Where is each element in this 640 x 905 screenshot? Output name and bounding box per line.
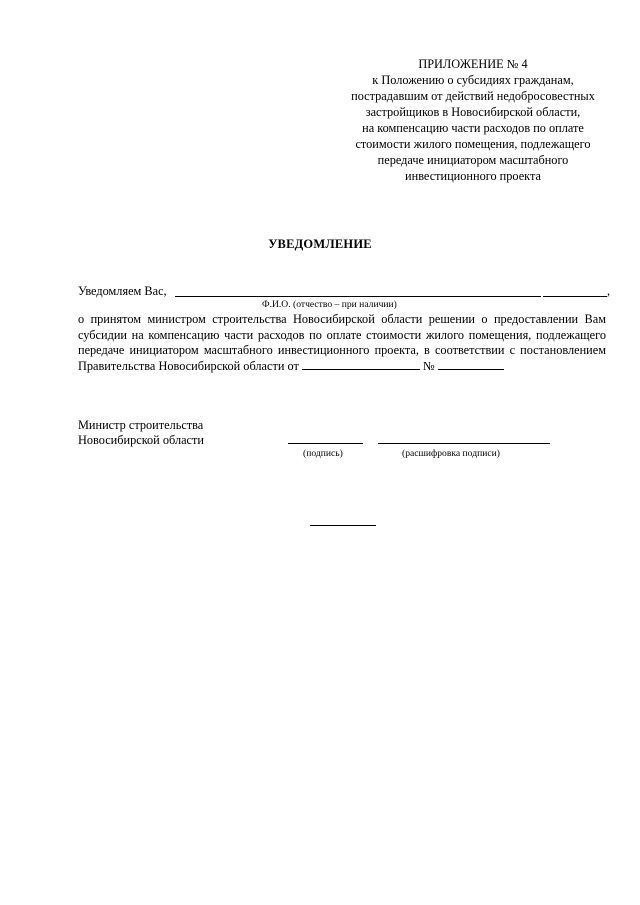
- appendix-line: пострадавшим от действий недобросовестных: [351, 89, 595, 103]
- appendix-line: на компенсацию части расходов по оплате: [362, 121, 584, 135]
- signer-position-line1: Министр строительства: [78, 418, 204, 432]
- decoding-hint: (расшифровка подписи): [402, 448, 500, 459]
- appendix-line: стоимости жилого помещения, подлежащего: [355, 137, 591, 151]
- appendix-line: передаче инициатором масштабного: [377, 153, 569, 167]
- appendix-line: ПРИЛОЖЕНИЕ № 4: [418, 57, 528, 71]
- closing-separator: [310, 525, 376, 526]
- signature-decoding-line[interactable]: [378, 443, 550, 444]
- appendix-line: инвестиционного проекта: [405, 169, 541, 183]
- name-blank-line[interactable]: [175, 296, 541, 297]
- signer-position-line2: Новосибирской области: [78, 433, 204, 447]
- number-blank-line[interactable]: [438, 359, 504, 370]
- greeting-text: Уведомляем Вас,: [78, 284, 167, 298]
- appendix-line: к Положению о субсидиях гражданам,: [372, 73, 574, 87]
- name-blank-line-end[interactable]: [543, 296, 607, 297]
- notice-body: [78, 312, 606, 374]
- appendix-line: застройщиков в Новосибирской области,: [365, 105, 581, 119]
- date-blank-line[interactable]: [302, 359, 420, 370]
- document-title: УВЕДОМЛЕНИЕ: [268, 237, 372, 251]
- signature-hint: (подпись): [303, 448, 343, 459]
- number-sign: №: [423, 358, 435, 373]
- greeting-comma: ,: [607, 284, 611, 298]
- name-hint: Ф.И.О. (отчество – при наличии): [262, 299, 397, 310]
- signature-line[interactable]: [288, 443, 363, 444]
- notice-body-text: о принятом министром строительства Новосибирской области решении о предоставлении Вам субсидии на компенсацию части расходов по оплате стоимости жилого помещения, подлежащего передаче инициатором масштабного инвестиционного проекта, в соответствии с постановлением Правительства Новосибирской области от: [78, 312, 606, 373]
- appendix-header: [330, 56, 616, 184]
